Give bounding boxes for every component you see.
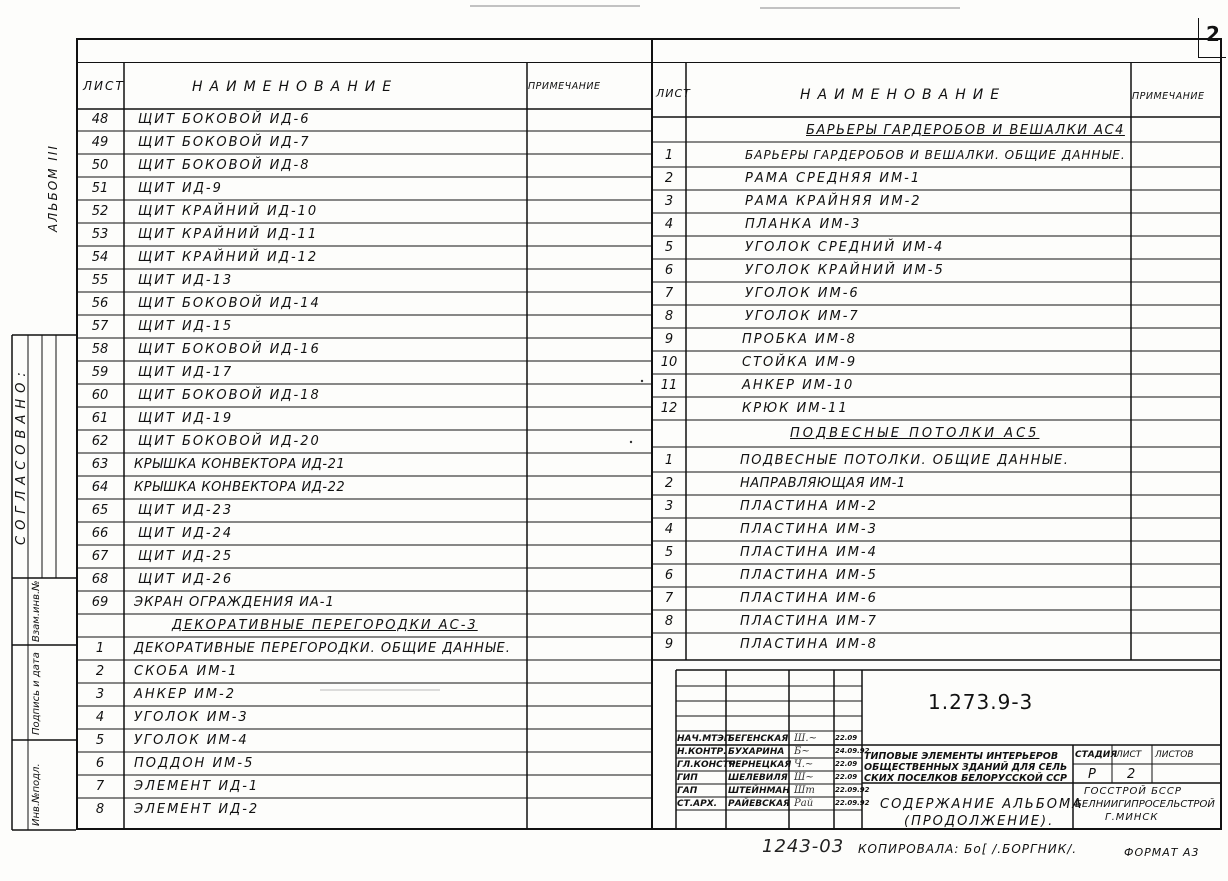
- row-number: 4: [95, 710, 105, 725]
- row-number: 58: [91, 342, 109, 357]
- section-heading: ПОДВЕСНЫЕ ПОТОЛКИ АС5: [790, 426, 1040, 441]
- role-label: Н.КОНТР.: [677, 747, 727, 757]
- row-number: 55: [91, 273, 109, 288]
- document-code: 1.273.9-3: [928, 690, 1034, 714]
- row-number: 3: [664, 194, 674, 209]
- row-title: ЩИТ ИД-25: [138, 549, 234, 564]
- person-name: БЕГЕНСКАЯ: [728, 734, 789, 744]
- row-title: ПОДВЕСНЫЕ ПОТОЛКИ. ОБЩИЕ ДАННЫЕ.: [740, 453, 1070, 468]
- row-number: 12: [660, 401, 678, 416]
- row-number: 5: [664, 240, 674, 255]
- signature-3: Ч.~: [794, 759, 814, 770]
- right-header-list: ЛИСТ: [656, 87, 691, 100]
- row-number: 1: [95, 641, 105, 656]
- row-number: 8: [95, 802, 105, 817]
- right-header-note: ПРИМЕЧАНИЕ: [1132, 91, 1205, 102]
- row-number: 52: [91, 204, 109, 219]
- row-title: ЭКРАН ОГРАЖДЕНИЯ ИА-1: [134, 595, 335, 610]
- row-number: 6: [664, 263, 674, 278]
- person-name: ШТЕЙНМАН: [728, 786, 790, 796]
- row-number: 1: [664, 453, 674, 468]
- stage-value: Р: [1088, 767, 1096, 782]
- row-number: 6: [664, 568, 674, 583]
- album-label: АЛЬБОМ III: [46, 144, 60, 232]
- row-number: 51: [91, 181, 109, 196]
- sheet-number: 2: [1206, 22, 1220, 46]
- row-title: ПЛАСТИНА ИМ-5: [740, 568, 878, 583]
- person-name: РАЙЕВСКАЯ: [728, 799, 790, 809]
- row-title: ПЛАСТИНА ИМ-4: [740, 545, 878, 560]
- row-title: ПЛАСТИНА ИМ-3: [740, 522, 878, 537]
- sheet-label: ЛИСТ: [1116, 750, 1142, 760]
- person-name: ШЕЛЕВИЛЯ: [728, 773, 788, 783]
- sign-date: 22.09.92: [835, 799, 870, 807]
- row-number: 6: [95, 756, 105, 771]
- row-number: 50: [91, 158, 109, 173]
- row-number: 3: [664, 499, 674, 514]
- row-number: 69: [91, 595, 109, 610]
- row-number: 2: [95, 664, 105, 679]
- row-number: 5: [95, 733, 105, 748]
- project-title-line-2: ОБЩЕСТВЕННЫХ ЗДАНИЙ ДЛЯ СЕЛЬ: [864, 762, 1068, 773]
- sign-date: 22.09: [835, 760, 858, 768]
- row-title: АНКЕР ИМ-2: [134, 687, 236, 702]
- row-title: ЩИТ ИД-24: [138, 526, 234, 541]
- left-header-name: НАИМЕНОВАНИЕ: [192, 79, 399, 95]
- row-title: ЩИТ ИД-23: [138, 503, 234, 518]
- role-label: НАЧ.МТЭП: [677, 734, 732, 744]
- left-header-list: ЛИСТ: [83, 79, 125, 93]
- row-number: 7: [664, 286, 674, 301]
- row-title: ЩИТ БОКОВОЙ ИД-8: [138, 158, 311, 173]
- role-label: ГИП: [677, 773, 698, 783]
- role-label: ГЛ.КОНСТР.: [677, 760, 739, 770]
- row-number: 1: [664, 148, 674, 163]
- row-title: ЩИТ БОКОВОЙ ИД-16: [138, 342, 321, 357]
- row-number: 2: [664, 171, 674, 186]
- project-title-line-1: ТИПОВЫЕ ЭЛЕМЕНТЫ ИНТЕРЬЕРОВ: [864, 751, 1059, 762]
- row-title: КРЫШКА КОНВЕКТОРА ИД-22: [134, 480, 346, 495]
- project-title-line-3: СКИХ ПОСЕЛКОВ БЕЛОРУССКОЙ ССР: [864, 773, 1068, 784]
- row-number: 8: [664, 309, 674, 324]
- row-title: УГОЛОК ИМ-7: [745, 309, 860, 324]
- row-title: ЩИТ ИД-15: [138, 319, 234, 334]
- row-title: НАПРАВЛЯЮЩАЯ ИМ-1: [740, 476, 906, 491]
- row-title: УГОЛОК КРАЙНИЙ ИМ-5: [745, 263, 945, 278]
- row-number: 10: [660, 355, 678, 370]
- row-title: ЩИТ ИД-26: [138, 572, 234, 587]
- row-number: 66: [91, 526, 109, 541]
- row-title: ЩИТ КРАЙНИЙ ИД-10: [138, 204, 319, 219]
- row-number: 2: [664, 476, 674, 491]
- row-number: 11: [660, 378, 678, 393]
- row-number: 65: [91, 503, 109, 518]
- row-number: 57: [91, 319, 109, 334]
- sheet-title-line-2: (ПРОДОЛЖЕНИЕ).: [904, 814, 1055, 829]
- row-number: 7: [664, 591, 674, 606]
- row-number: 7: [95, 779, 105, 794]
- row-title: ПОДДОН ИМ-5: [134, 756, 255, 771]
- section-heading: БАРЬЕРЫ ГАРДЕРОБОВ И ВЕШАЛКИ АС4: [806, 123, 1125, 138]
- right-header-name: НАИМЕНОВАНИЕ: [800, 87, 1007, 103]
- row-title: РАМА КРАЙНЯЯ ИМ-2: [745, 194, 922, 209]
- row-title: ПЛАСТИНА ИМ-8: [740, 637, 878, 652]
- row-title: РАМА СРЕДНЯЯ ИМ-1: [745, 171, 922, 186]
- podpis-data-label: Подпись и дата: [31, 652, 42, 735]
- row-title: УГОЛОК СРЕДНИЙ ИМ-4: [745, 240, 945, 255]
- row-number: 49: [91, 135, 109, 150]
- org-line-1: ГОССТРОЙ БССР: [1084, 786, 1182, 797]
- footer-number: 1243-03: [762, 836, 845, 857]
- row-title: СКОБА ИМ-1: [134, 664, 239, 679]
- sign-date: 22.09: [835, 773, 858, 781]
- person-name: БУХАРИНА: [728, 747, 785, 757]
- sign-date: 24.09.92: [835, 747, 870, 755]
- row-number: 48: [91, 112, 109, 127]
- row-number: 8: [664, 614, 674, 629]
- org-line-3: Г.МИНСК: [1105, 812, 1159, 823]
- soglasovano-label: СОГЛАСОВАНО:: [14, 366, 29, 545]
- row-number: 68: [91, 572, 109, 587]
- person-name: ЧЕРНЕЦКАЯ: [728, 760, 792, 770]
- row-title: СТОЙКА ИМ-9: [742, 355, 858, 370]
- row-title: ЩИТ БОКОВОЙ ИД-14: [138, 296, 321, 311]
- signature-4: Ш~: [794, 772, 814, 783]
- footer-copied: КОПИРОВАЛА: Бо[ /.БОРГНИК/.: [858, 842, 1078, 856]
- row-title: АНКЕР ИМ-10: [742, 378, 855, 393]
- row-title: ДЕКОРАТИВНЫЕ ПЕРЕГОРОДКИ. ОБЩИЕ ДАННЫЕ.: [134, 641, 511, 656]
- row-number: 56: [91, 296, 109, 311]
- role-label: ГАП: [677, 786, 698, 796]
- row-title: ЩИТ КРАЙНИЙ ИД-11: [138, 227, 319, 242]
- row-title: БАРЬЕРЫ ГАРДЕРОБОВ И ВЕШАЛКИ. ОБЩИЕ ДАННЫЕ.: [745, 148, 1126, 162]
- row-title: ПЛАСТИНА ИМ-6: [740, 591, 878, 606]
- row-title: ЩИТ БОКОВОЙ ИД-20: [138, 434, 321, 449]
- row-title: ПЛАСТИНА ИМ-2: [740, 499, 878, 514]
- row-number: 61: [91, 411, 109, 426]
- signature-1: Ш.~: [794, 733, 817, 744]
- row-number: 63: [91, 457, 109, 472]
- signature-6: Рай: [794, 798, 814, 809]
- row-title: ЩИТ БОКОВОЙ ИД-6: [138, 112, 311, 127]
- row-title: КРЮК ИМ-11: [742, 401, 849, 416]
- row-title: ЭЛЕМЕНТ ИД-1: [134, 779, 260, 794]
- section-heading: ДЕКОРАТИВНЫЕ ПЕРЕГОРОДКИ АС-3: [172, 618, 478, 633]
- row-number: 4: [664, 522, 674, 537]
- row-title: ПЛАСТИНА ИМ-7: [740, 614, 878, 629]
- signature-5: Шт: [794, 785, 815, 796]
- row-title: УГОЛОК ИМ-6: [745, 286, 860, 301]
- row-number: 60: [91, 388, 109, 403]
- row-title: ЩИТ ИД-19: [138, 411, 234, 426]
- row-title: ЭЛЕМЕНТ ИД-2: [134, 802, 260, 817]
- row-title: ЩИТ ИД-9: [138, 181, 223, 196]
- row-title: УГОЛОК ИМ-4: [134, 733, 249, 748]
- row-number: 9: [664, 332, 674, 347]
- footer-format: ФОРМАТ А3: [1124, 846, 1200, 859]
- row-number: 9: [664, 637, 674, 652]
- row-title: ЩИТ БОКОВОЙ ИД-18: [138, 388, 321, 403]
- role-label: СТ.АРХ.: [677, 799, 718, 809]
- row-number: 54: [91, 250, 109, 265]
- row-title: ПРОБКА ИМ-8: [742, 332, 857, 347]
- row-number: 64: [91, 480, 109, 495]
- sheets-label: ЛИСТОВ: [1155, 750, 1194, 760]
- row-number: 4: [664, 217, 674, 232]
- sign-date: 22.09.92: [835, 786, 870, 794]
- row-number: 5: [664, 545, 674, 560]
- inv-podl-label: Инв.№подл.: [31, 763, 42, 826]
- row-title: КРЫШКА КОНВЕКТОРА ИД-21: [134, 457, 346, 472]
- row-title: УГОЛОК ИМ-3: [134, 710, 249, 725]
- row-title: ЩИТ БОКОВОЙ ИД-7: [138, 135, 311, 150]
- row-number: 3: [95, 687, 105, 702]
- row-title: ПЛАНКА ИМ-3: [745, 217, 862, 232]
- sign-date: 22.09: [835, 734, 858, 742]
- row-number: 53: [91, 227, 109, 242]
- row-title: ЩИТ КРАЙНИЙ ИД-12: [138, 250, 319, 265]
- stage-label: СТАДИЯ: [1075, 750, 1118, 760]
- signature-2: Б~: [794, 746, 810, 757]
- row-number: 59: [91, 365, 109, 380]
- sheet-title-line-1: СОДЕРЖАНИЕ АЛЬБОМА: [880, 797, 1084, 812]
- vzam-inv-label: Взам.инв.№: [31, 580, 42, 642]
- row-number: 62: [91, 434, 109, 449]
- row-title: ЩИТ ИД-17: [138, 365, 234, 380]
- sheet-value: 2: [1127, 767, 1136, 782]
- left-header-note: ПРИМЕЧАНИЕ: [528, 81, 601, 92]
- row-number: 67: [91, 549, 109, 564]
- org-line-2: БЕЛНИИГИПРОСЕЛЬСТРОЙ: [1075, 799, 1215, 810]
- row-title: ЩИТ ИД-13: [138, 273, 234, 288]
